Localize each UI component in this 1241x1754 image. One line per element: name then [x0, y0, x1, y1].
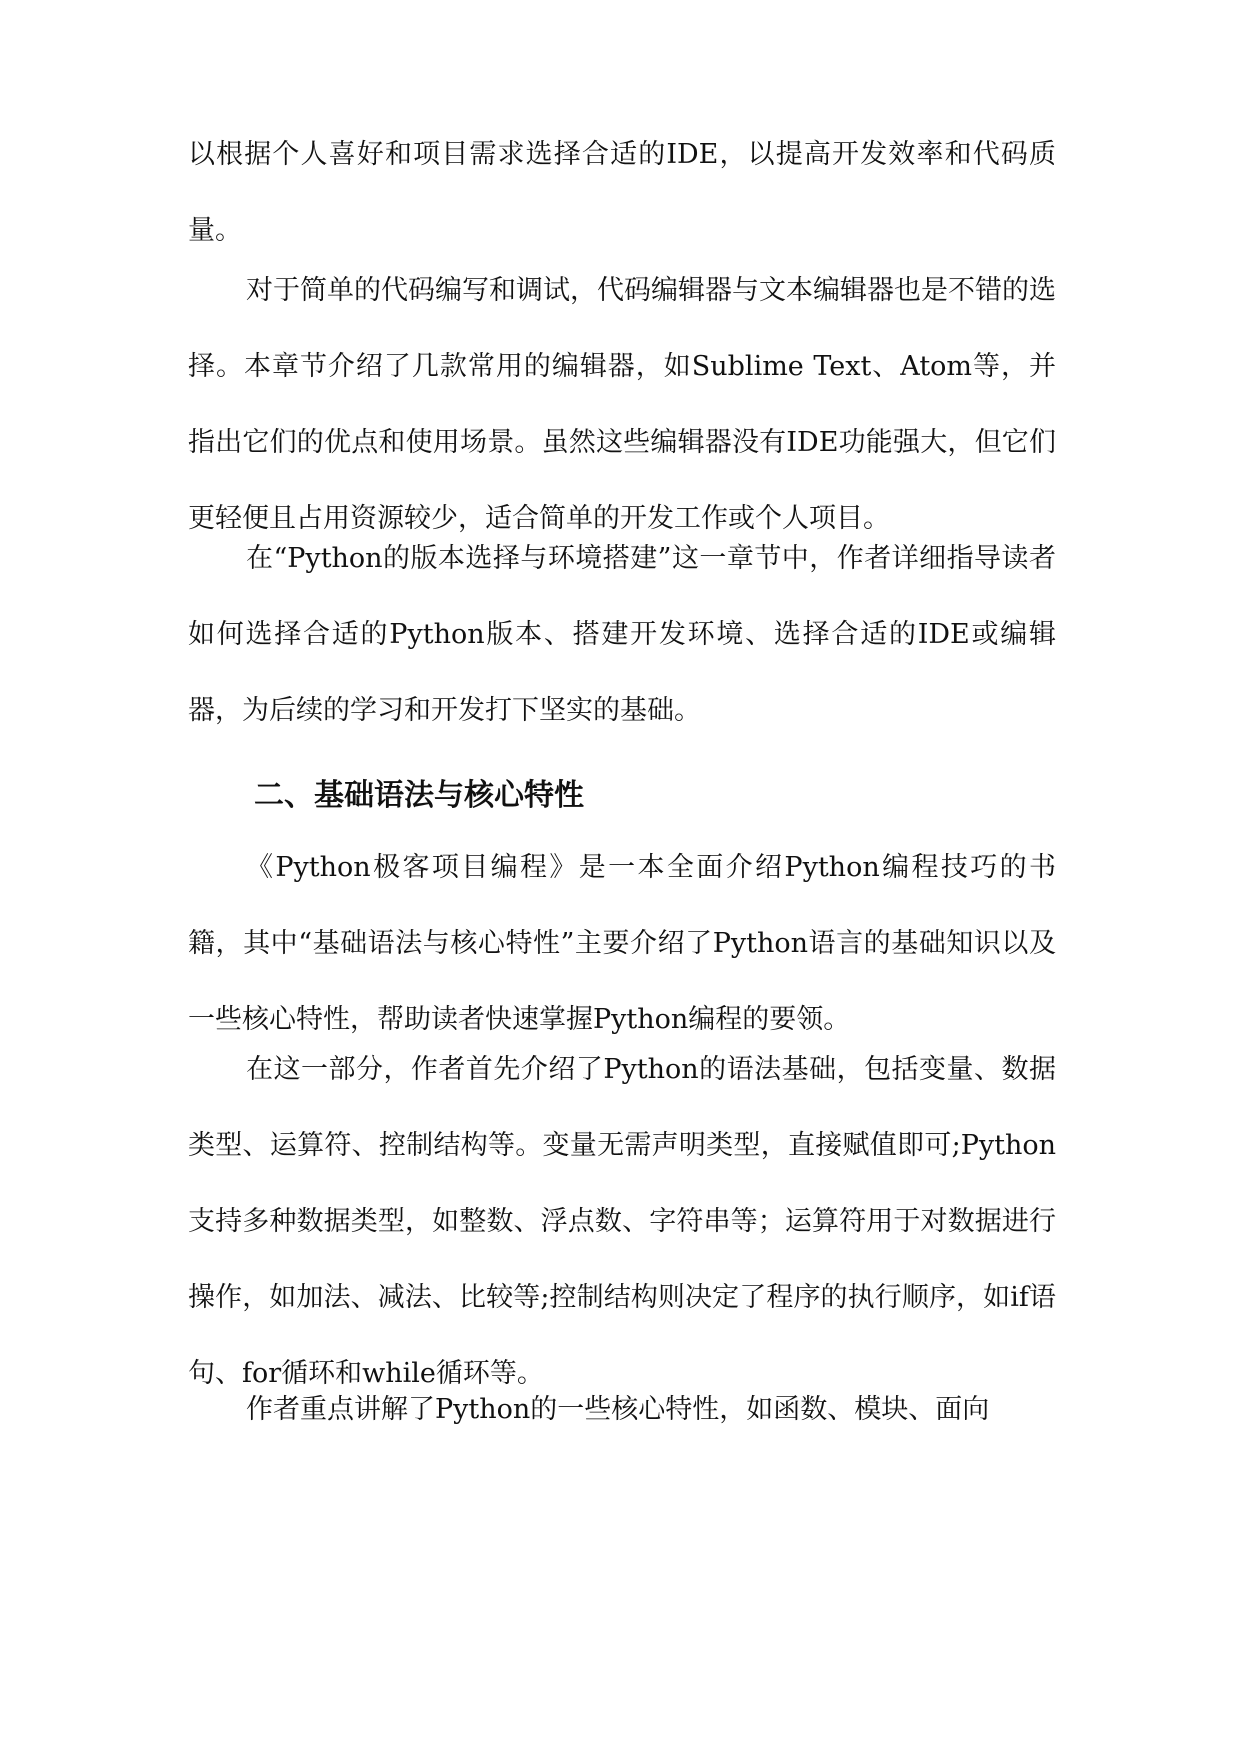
section-heading: 二、基础语法与核心特性 [254, 778, 584, 813]
paragraph-syntax-basics: 在这一部分，作者首先介绍了Python的语法基础，包括变量、数据类型、运算符、控制结构等。变量无需声明类型，直接赋值即可;Python支持多种数据类型，如整数、浮点数、字符串等；运算符用于对数据进行操作，如加法、减法、比较等;控制结构则决定了程序的执行顺序，如if语句、for循环和while循环等。 [188, 1054, 1056, 1389]
paragraph-version-environment: 在“Python的版本选择与环境搭建”这一章节中，作者详细指导读者如何选择合适的Python版本、搭建开发环境、选择合适的IDE或编辑器，为后续的学习和开发打下坚实的基础。 [188, 543, 1056, 726]
paragraph-core-features: 作者重点讲解了Python的一些核心特性，如函数、模块、面向 [246, 1394, 990, 1425]
paragraph-ide-choice-end: 以根据个人喜好和项目需求选择合适的IDE，以提高开发效率和代码质量。 [188, 139, 1056, 246]
paragraph-editors: 对于简单的代码编写和调试，代码编辑器与文本编辑器也是不错的选择。本章节介绍了几款常用的编辑器，如Sublime Text、Atom等，并指出它们的优点和使用场景。虽然这些编辑器没有IDE功能强大，但它们更轻便且占用资源较少，适合简单的开发工作或个人项目。 [188, 275, 1056, 534]
paragraph-book-intro: 《Python极客项目编程》是一本全面介绍Python编程技巧的书籍，其中“基础语法与核心特性”主要介绍了Python语言的基础知识以及一些核心特性，帮助读者快速掌握Python编程的要领。 [188, 852, 1056, 1035]
